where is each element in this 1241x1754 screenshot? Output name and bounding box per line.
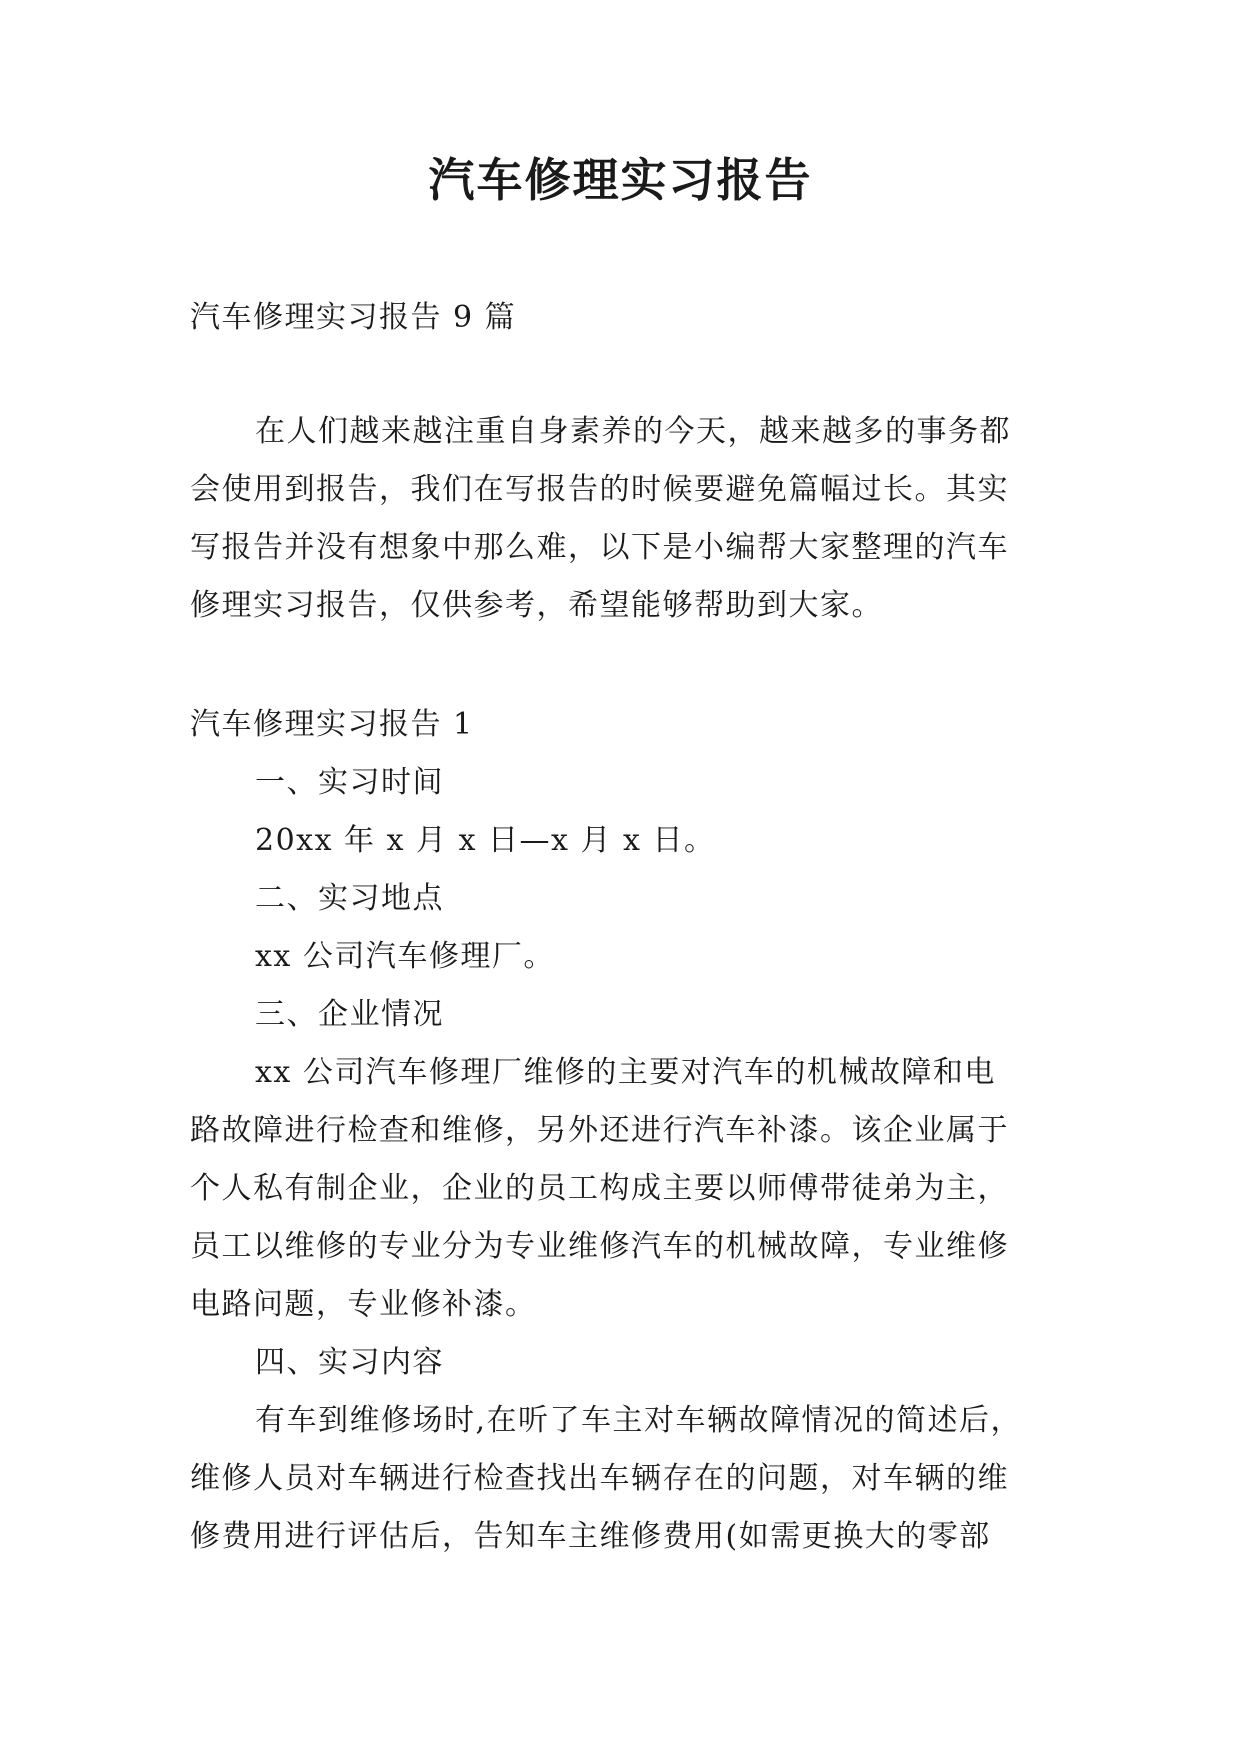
intro-line: 会使用到报告，我们在写报告的时候要避免篇幅过长。其实: [190, 472, 1009, 507]
intro-line: 修理实习报告，仅供参考，希望能够帮助到大家。: [190, 588, 883, 623]
document-title: 汽车修理实习报告: [428, 153, 813, 207]
content-paragraph-line: 有车到维修场时,在听了车主对车辆故障情况的简述后，: [255, 1403, 1023, 1438]
heading-company-situation: 三、企业情况: [255, 997, 444, 1032]
company-paragraph-line: 员工以维修的专业分为专业维修汽车的机械故障，专业维修: [190, 1229, 1009, 1264]
company-paragraph-line: 路故障进行检查和维修，另外还进行汽车补漆。该企业属于: [190, 1113, 1009, 1148]
intro-line: 在人们越来越注重自身素养的今天，越来越多的事务都: [255, 414, 1011, 449]
internship-time-text: 20xx 年 x 月 x 日—x 月 x 日。: [255, 823, 716, 858]
section-heading: 汽车修理实习报告 1: [190, 707, 474, 742]
company-paragraph-line: xx 公司汽车修理厂维修的主要对汽车的机械故障和电: [255, 1055, 996, 1090]
content-paragraph-line: 修费用进行评估后，告知车主维修费用(如需更换大的零部: [190, 1519, 991, 1554]
heading-internship-location: 二、实习地点: [255, 881, 444, 916]
company-paragraph-line: 个人私有制企业，企业的员工构成主要以师傅带徒弟为主，: [190, 1171, 1009, 1206]
company-paragraph-line: 电路问题，专业修补漆。: [190, 1287, 537, 1322]
document-subtitle: 汽车修理实习报告 9 篇: [190, 300, 517, 335]
content-paragraph-line: 维修人员对车辆进行检查找出车辆存在的问题，对车辆的维: [190, 1461, 1009, 1496]
intro-line: 写报告并没有想象中那么难，以下是小编帮大家整理的汽车: [190, 530, 1009, 565]
heading-internship-content: 四、实习内容: [255, 1345, 444, 1380]
internship-location-text: xx 公司汽车修理厂。: [255, 939, 555, 974]
heading-internship-time: 一、实习时间: [255, 765, 444, 800]
